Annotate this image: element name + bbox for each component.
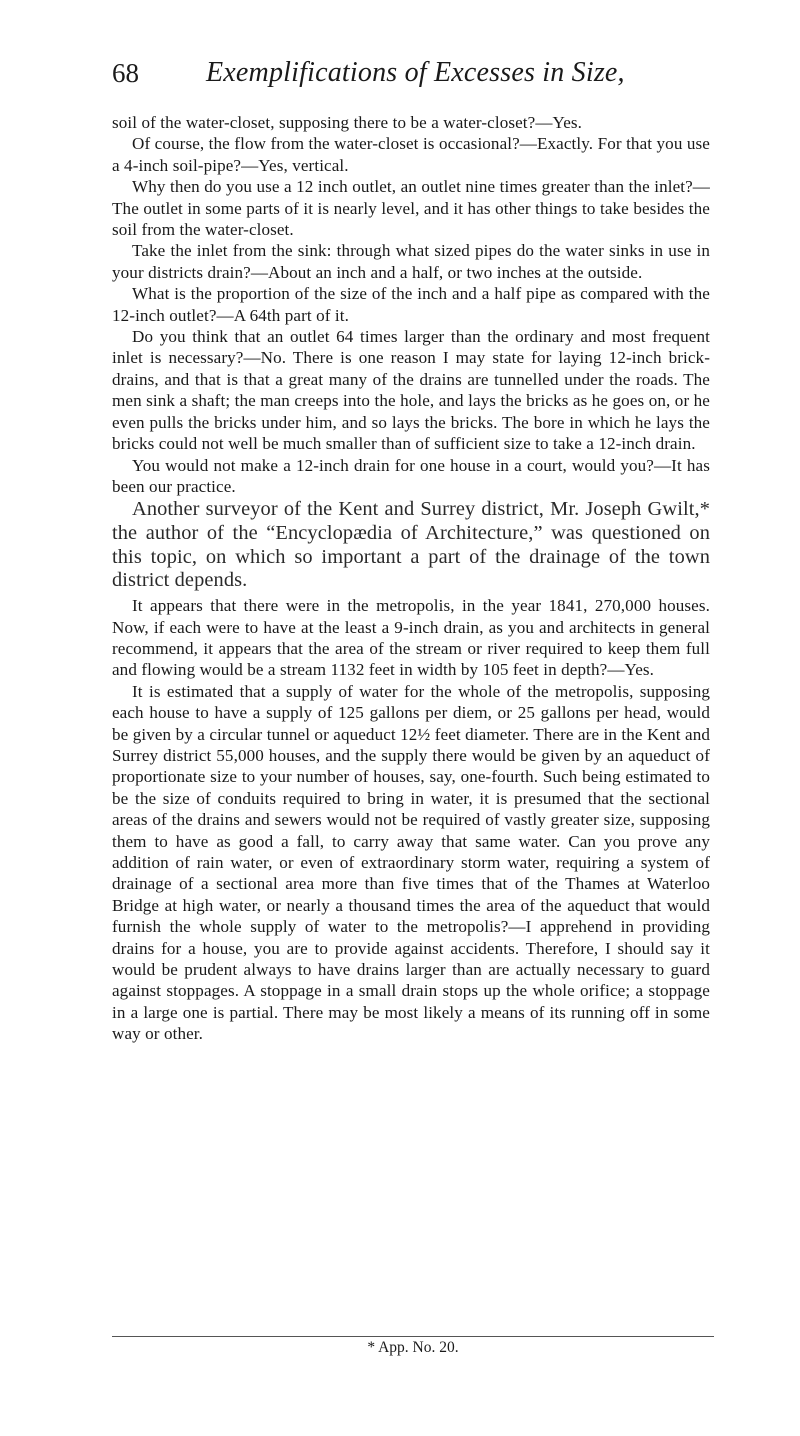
paragraph: Why then do you use a 12 inch outlet, an outlet nine times greater than the inlet?—The outlet in some parts of it is nearly level, and it has other things to take besides the soil from the water-closet. <box>112 177 710 240</box>
paragraph: You would not make a 12-inch drain for one house in a court, would you?—It has been our practice. <box>112 455 710 496</box>
paragraph: It is estimated that a supply of water for the whole of the metropolis, supposing each house to have a supply of 125 gallons per diem, or 25 gallons per head, would be given by a circular tunnel or aqueduct 12½ feet diameter. There are in the Kent and Surrey district 55,000 houses, and the supply there would be given by an aqueduct of proportionate size to your number of houses, say, one-fourth. Such being estimated to be the size of conduits required to bring in water, it is presumed that the sectional areas of the drains and sewers would not be required of vastly greater size, supposing them to have as good a fall, to carry away that same water. Can you prove any addition of rain water, or even of extraordinary storm water, requiring a system of drainage of a sectional area more than five times that of the Thames at Waterloo Bridge at high water, or nearly a thousand times the area of the aqueduct that would furnish the whole supply of water to the metropolis?—I apprehend in providing drains for a house, you are to provide against accidents. Therefore, I should say it would be prudent always to have drains larger than are actually necessary to guard against stoppages. A stoppage in a small drain stops up the whole orifice; a stoppage in a large one is partial. There may be most likely a means of its running off in some way or other. <box>112 681 710 1044</box>
paragraph: What is the proportion of the size of the inch and a half pipe as compared with the 12-inch outlet?—A 64th part of it. <box>112 284 710 325</box>
page-number: 68 <box>112 58 139 88</box>
footnote: * App. No. 20. <box>367 1339 459 1356</box>
paragraph: Do you think that an outlet 64 times larger than the ordinary and most frequent inlet is necessary?—No. There is one reason I may state for laying 12-inch brick-drains, and that is that a great many of the drains are tunnelled under the roads. The men sink a shaft; the man creeps into the hole, and lays the bricks as he goes on, or he even pulls the bricks under him, and so lays the bricks. The bore in which he lays the bricks could not well be much smaller than of sufficient size to take a 12-inch drain. <box>112 327 710 454</box>
narrative-paragraph: Another surveyor of the Kent and Surrey district, Mr. Joseph Gwilt,* the author of the “Encyclopædia of Architecture,” was questioned on this topic, on which so important a part of the drainage of the town district depends. <box>112 498 710 592</box>
page-header <box>112 56 712 92</box>
paragraph: It appears that there were in the metropolis, in the year 1841, 270,000 houses. Now, if each were to have at the least a 9-inch drain, as you and architects in general recommend, it appears that the area of the stream or river required to keep them full and flowing would be a stream 1132 feet in width by 105 feet in depth?—Yes. <box>112 596 710 680</box>
running-head: Exemplifications of Excesses in Size, <box>206 57 625 88</box>
paragraph: Take the inlet from the sink: through what sized pipes do the water sinks in use in your districts drain?—About an inch and a half, or two inches at the outside. <box>112 241 710 282</box>
body-text <box>112 112 710 1045</box>
paragraph: Of course, the flow from the water-closet is occasional?—Exactly. For that you use a 4-inch soil-pipe?—Yes, vertical. <box>112 134 710 175</box>
footnote-rule <box>112 1336 714 1337</box>
paragraph: soil of the water-closet, supposing there to be a water-closet?—Yes. <box>112 113 583 132</box>
